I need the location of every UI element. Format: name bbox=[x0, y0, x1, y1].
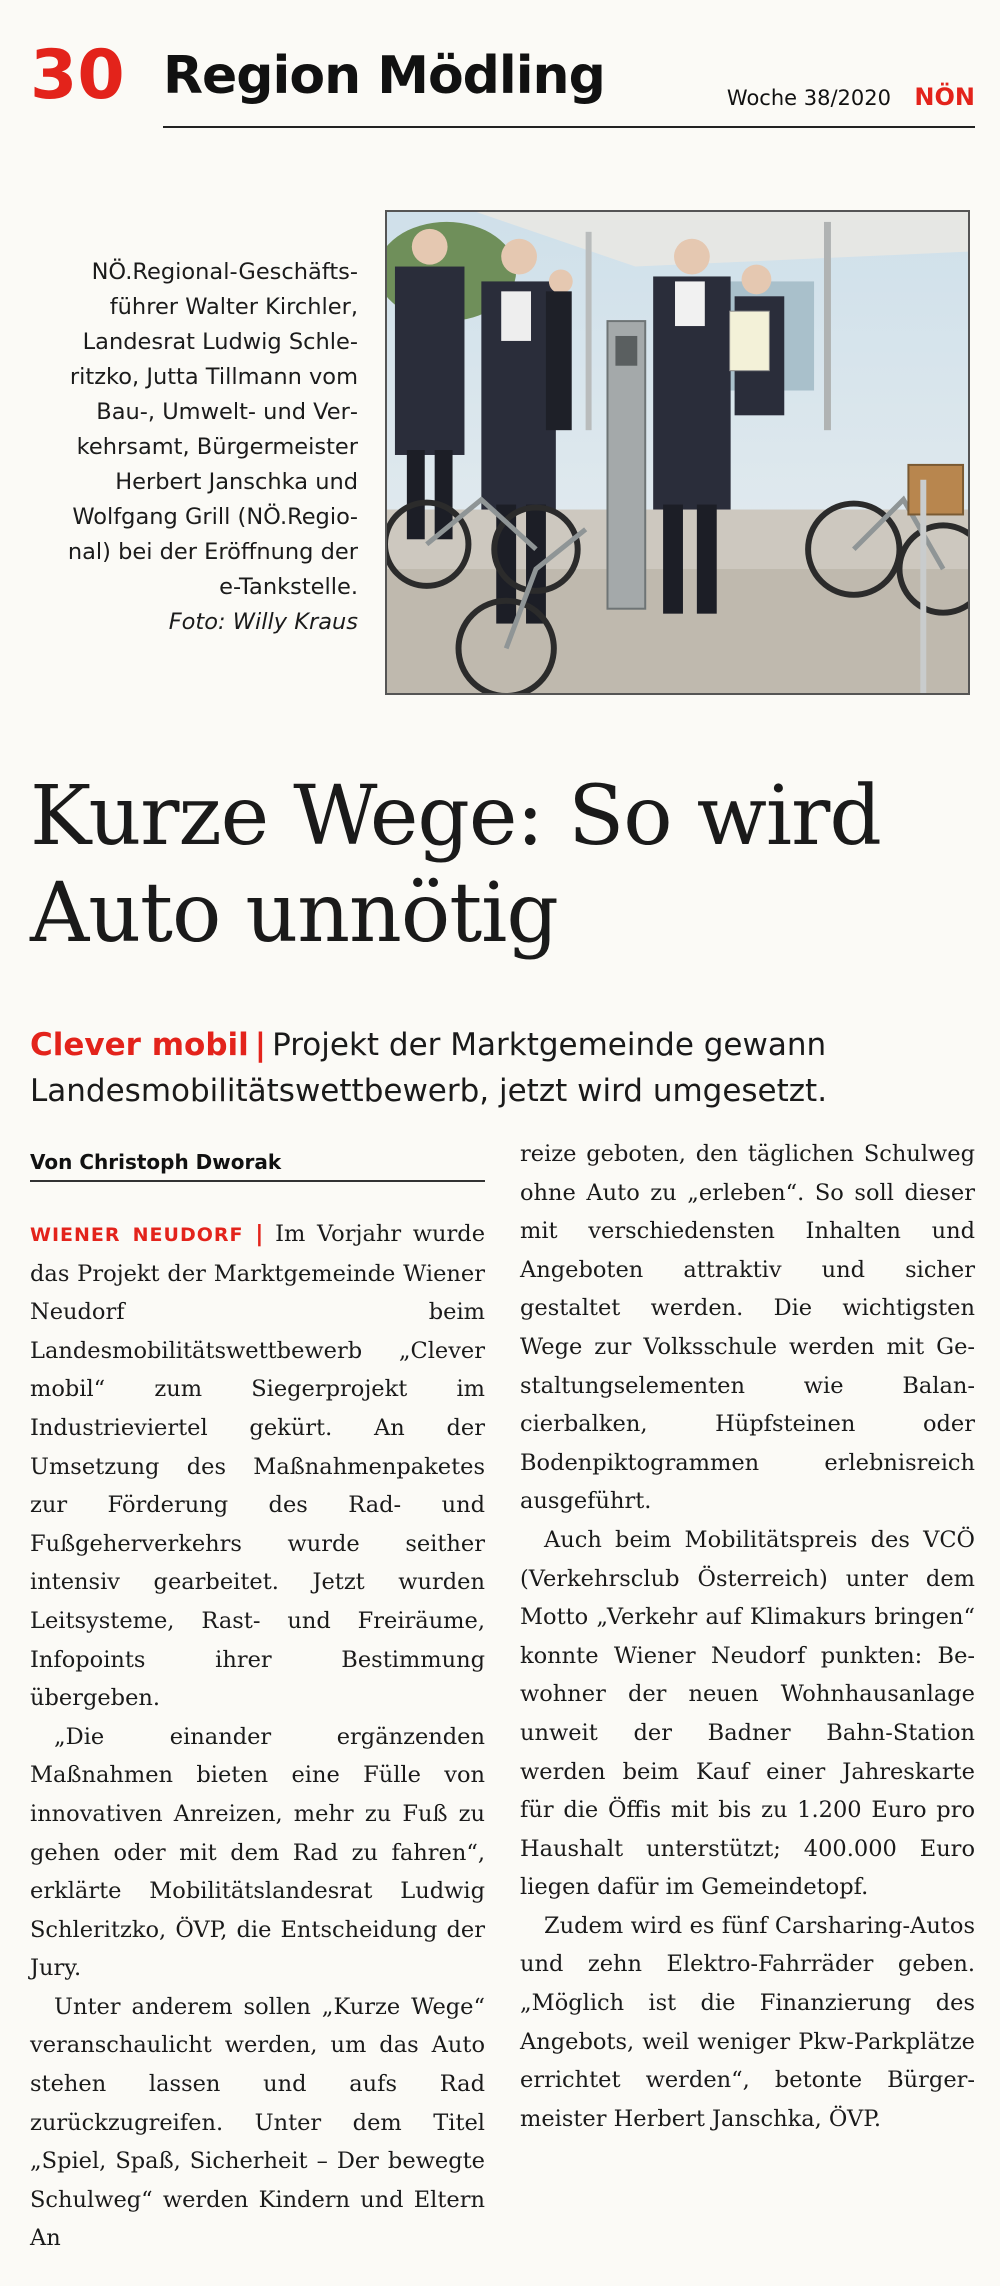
paragraph-6: Zudem wird es fünf Carsharing-Autos und zehn Elektro-Fahrräder geben. „Möglich ist die Finanzierung des Angebots, weil weniger Pkw-Parkplätze errichtet werden“, betonte Bürgermeister Herbert Janschka, ÖVP. bbox=[520, 1912, 975, 2132]
subheadline-block bbox=[30, 1022, 980, 1114]
article-column-right bbox=[520, 1135, 975, 2138]
page-number: 30 bbox=[30, 36, 125, 115]
paragraph-4: reize geboten, den täglichen Schulweg ohne Auto zu „erleben“. So soll dieser mit verschiedensten Inhalten und Angeboten attraktiv und sicher gestaltet werden. Die wichtigsten Wege zur Volksschule werden mit Gestaltungselementen wie Balancierbalken, Hüpfsteinen oder Bodenpiktogrammen erlebnisreich ausgeführt. bbox=[520, 1141, 975, 1515]
article-column-left bbox=[30, 1215, 485, 2258]
brand-logo: NÖN bbox=[914, 83, 975, 111]
kicker-separator: | bbox=[254, 1027, 267, 1063]
photo-credit: Foto: Willy Kraus bbox=[168, 609, 358, 635]
section-title: Region Mödling bbox=[163, 46, 605, 106]
kicker-label: Clever mobil bbox=[30, 1027, 249, 1063]
paragraph-text: Im Vorjahr wurde das Projekt der Marktgemeinde Wiener Neudorf beim Landesmobilitätswettbewerb „Clever mobil“ zum Siegerprojekt im Industrieviertel gekürt. An der Umsetzung des Maßnahmenpaketes zur Förderung des Rad- und Fußgeherverkehrs wurde seither intensiv gearbeitet. Jetzt wurden Leitsysteme, Rast- und Freiräume, Infopoints ihrer Bestimmung übergeben. bbox=[30, 1221, 486, 1712]
page-header bbox=[30, 36, 975, 130]
paragraph-2: „Die einander ergänzenden Maßnahmen bieten eine Fülle von innovativen Anreizen, mehr zu Fuß zu gehen oder mit dem Rad zu fahren“, erklärte Mobilitätslandesrat Ludwig Schleritzko, ÖVP, die Entscheidung der Jury. bbox=[30, 1723, 485, 1982]
photo-caption bbox=[40, 255, 358, 640]
article-photo bbox=[385, 210, 970, 695]
byline: Von Christoph Dworak bbox=[30, 1150, 485, 1182]
caption-text: NÖ.Regional-Geschäftsführer Walter Kirchler, Landesrat Ludwig Schleritzko, Jutta Tillmann vom Bau-, Umwelt- und Verkehrsamt, Bürgermeister Herbert Janschka und Wolfgang Grill (NÖ.Regional) bei der Eröffnung der e-Tankstelle. bbox=[67, 259, 358, 600]
dateline-separator: | bbox=[255, 1221, 264, 1247]
photo-illustration bbox=[387, 212, 968, 693]
paragraph-1 bbox=[30, 1215, 485, 1718]
header-rule bbox=[163, 126, 975, 128]
subheadline: Projekt der Marktgemeinde gewann Landesmobilitätswettbewerb, jetzt wird umgesetzt. bbox=[30, 1027, 828, 1109]
paragraph-5: Auch beim Mobilitätspreis des VCÖ (Verkehrsclub Österreich) unter dem Motto „Verkehr auf Klimakurs bringen“ konnte Wiener Neudorf punkten: Bewohner der neuen Wohnhausanlage unweit der Badner Bahn-Station werden beim Kauf einer Jahreskarte für die Öffis mit bis zu 1.200 Euro pro Haushalt unterstützt; 400.000 Euro liegen dafür im Gemeindetopf. bbox=[520, 1526, 975, 1901]
dateline: WIENER NEUDORF bbox=[30, 1224, 244, 1246]
article-headline: Kurze Wege: So wird Auto unnötig bbox=[30, 769, 881, 961]
paragraph-3: Unter anderem sollen „Kurze Wege“ veranschaulicht werden, um das Auto stehen lassen und aufs Rad zurückzugreifen. Unter dem Titel „Spiel, Spaß, Sicherheit – Der bewegte Schulweg“ werden Kindern und Eltern An bbox=[30, 1993, 485, 2252]
issue-label: Woche 38/2020 bbox=[726, 86, 891, 110]
